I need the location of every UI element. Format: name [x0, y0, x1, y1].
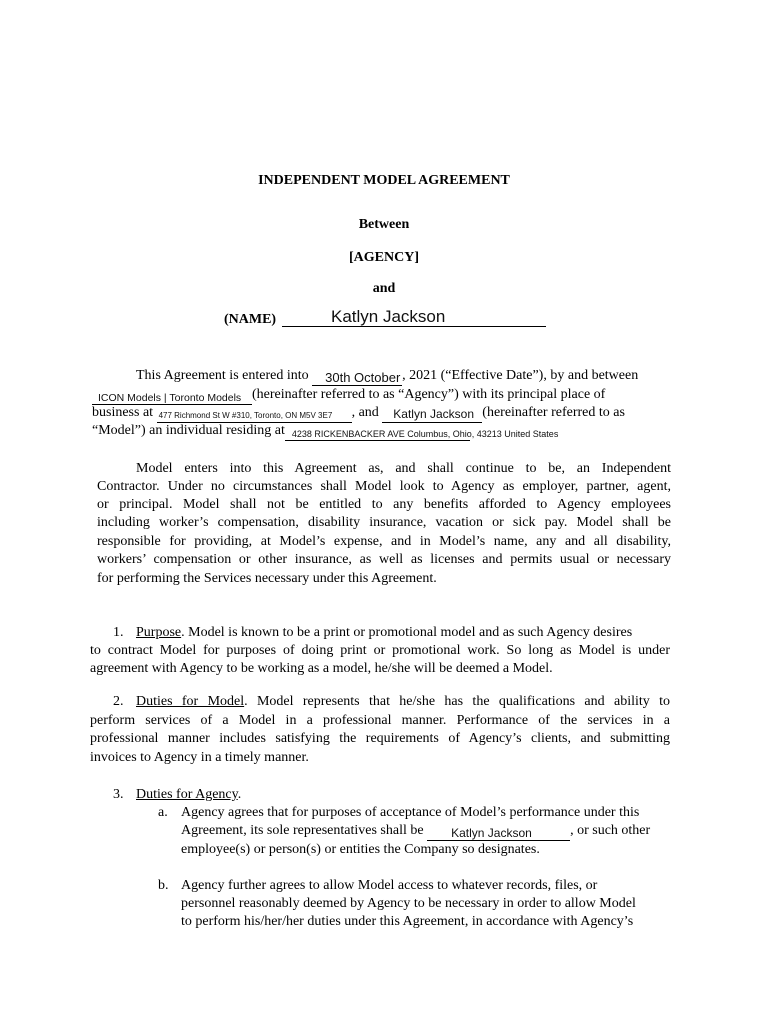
section-2-number: 2. — [113, 694, 124, 709]
section-1-line: to contract Model for purposes of doing print or promotional work. So long as Model is under — [90, 643, 670, 658]
residence-value: 4238 RICKENBACKER AVE Columbus, Ohio, 43213 United States — [291, 429, 559, 439]
contractor-line: Model enters into this Agreement as, and shall continue to be, an Independent — [136, 461, 671, 476]
intro-line-1 — [136, 367, 638, 386]
name-value: Katlyn Jackson — [331, 307, 446, 326]
name-label: (NAME) — [224, 312, 277, 327]
representative-value: Katlyn Jackson — [451, 826, 532, 840]
section-text: . — [237, 787, 242, 802]
agency-field[interactable] — [92, 386, 252, 405]
section-3-heading: Duties for Agency — [136, 787, 238, 802]
contractor-line: for performing the Services necessary under this Agreement. — [97, 571, 437, 586]
representative-field[interactable] — [427, 822, 570, 841]
section-1-line — [136, 624, 632, 642]
section-2-line: perform services of a Model in a professional manner. Performance of the services in a — [90, 713, 670, 728]
section-1-line: agreement with Agency to be working as a model, he/she will be deemed a Model. — [90, 661, 553, 676]
section-2-line — [136, 693, 670, 711]
contractor-line: Contractor. Under no circumstances shall Model look to Agency as employer, partner, agent, — [97, 479, 671, 494]
section-2-line: professional manner includes satisfying the requirements of Agency’s clients, and submitting — [90, 731, 670, 746]
section-text: , or such other — [570, 823, 651, 838]
section-1-heading: Purpose — [136, 625, 182, 640]
intro-text: This Agreement is entered into — [136, 368, 313, 383]
section-3-number: 3. — [113, 787, 124, 802]
intro-line-2 — [92, 386, 605, 405]
contractor-line: or principal. Model shall not be entitled to any benefits afforded to Agency employees — [97, 497, 671, 512]
section-3b-line: to perform his/her/her duties under this Agreement, in accordance with Agency’s — [181, 914, 634, 929]
section-3-line — [136, 786, 241, 804]
date-field[interactable] — [312, 367, 402, 386]
agency-value: ICON Models | Toronto Models — [98, 392, 242, 404]
section-3b-marker: b. — [158, 878, 169, 893]
date-value: 30th October — [325, 370, 401, 385]
section-2-heading: Duties for Model — [136, 694, 245, 709]
section-text: . Model represents that he/she has the qualifications and ability to — [244, 694, 670, 709]
intro-line-3 — [92, 404, 625, 423]
between-label: Between — [358, 217, 410, 232]
section-3b-line: personnel reasonably deemed by Agency to be necessary in order to allow Model — [181, 896, 636, 911]
address-value: 477 Richmond St W #310, Toronto, ON M5V 3E7 — [158, 411, 333, 420]
section-1-number: 1. — [113, 625, 124, 640]
document-title: INDEPENDENT MODEL AGREEMENT — [258, 173, 510, 188]
section-text: . Model is known to be a print or promotional model and as such Agency desires — [181, 625, 633, 640]
intro-text: (hereinafter referred to as — [482, 405, 625, 420]
model-name-field[interactable] — [382, 404, 482, 423]
section-3a-line: Agency agrees that for purposes of acceptance of Model’s performance under this — [181, 805, 640, 820]
section-3a-marker: a. — [158, 805, 168, 820]
intro-line-4 — [92, 422, 559, 441]
and-label: and — [372, 281, 396, 296]
contractor-line: including worker’s compensation, disability insurance, vacation or sick pay. Model shall be — [97, 515, 671, 530]
residence-field[interactable] — [285, 422, 559, 441]
contractor-line: responsible for providing, at Model’s expense, and in Model’s name, any and all disability, — [97, 534, 671, 549]
section-3a-line — [181, 822, 650, 841]
intro-text: “Model”) an individual residing at — [92, 423, 285, 438]
model-name-value: Katlyn Jackson — [393, 407, 474, 421]
intro-text: , 2021 (“Effective Date”), by and between — [402, 368, 639, 383]
name-field[interactable] — [282, 306, 546, 327]
section-2-line: invoices to Agency in a timely manner. — [90, 750, 309, 765]
address-field[interactable] — [157, 404, 352, 423]
intro-text: (hereinafter referred to as “Agency”) with its principal place of — [252, 387, 606, 402]
intro-text: business at — [92, 405, 154, 420]
section-3a-line: employee(s) or person(s) or entities the Company so designates. — [181, 842, 540, 857]
section-3b-line: Agency further agrees to allow Model access to whatever records, files, or — [181, 878, 598, 893]
intro-text: , and — [351, 405, 379, 420]
contractor-line: workers’ compensation or other insurance, as well as licenses and permits usual or necessary — [97, 552, 671, 567]
agency-placeholder: [AGENCY] — [349, 250, 419, 265]
section-text: Agreement, its sole representatives shall be — [181, 823, 424, 838]
